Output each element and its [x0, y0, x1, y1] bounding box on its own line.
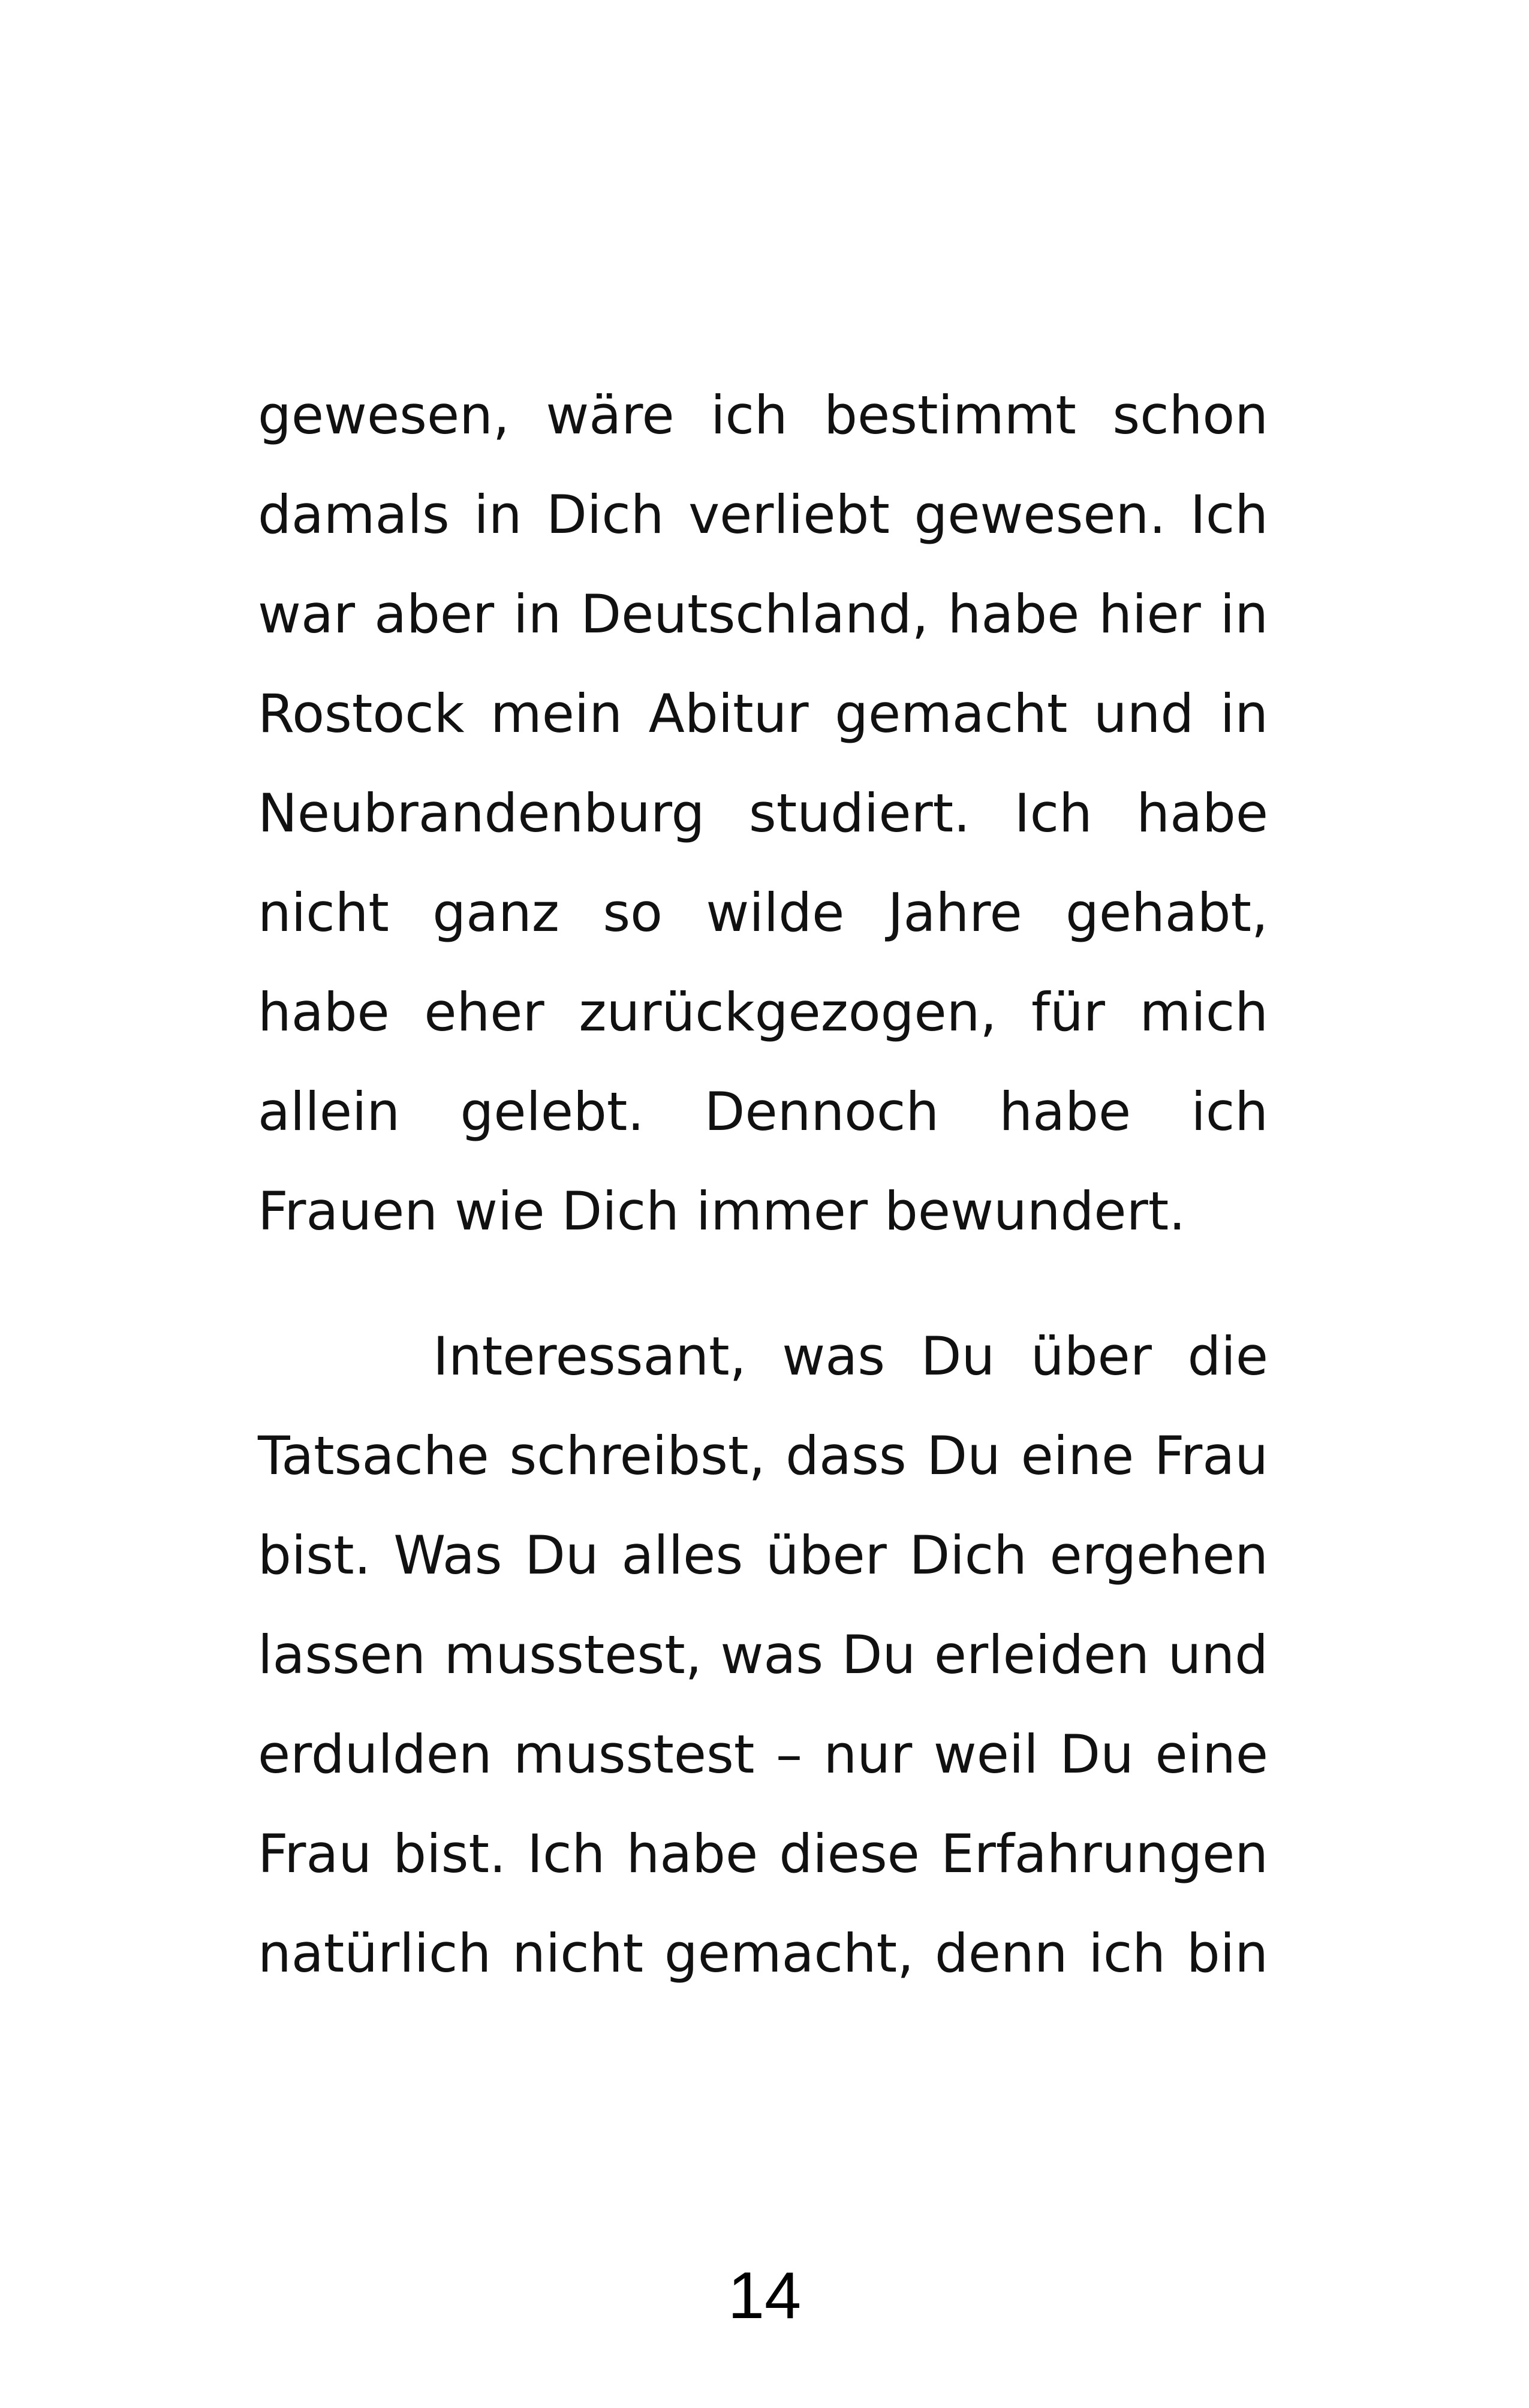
text-line: Rostock mein Abitur gemacht und in: [258, 683, 1268, 745]
text-line: Frau bist. Ich habe diese Erfahrungen: [258, 1823, 1268, 1885]
paragraph-gap: [258, 1261, 1268, 1307]
text-line: Tatsache schreibst, dass Du eine Frau: [258, 1425, 1268, 1487]
text-line: Frauen wie Dich immer bewundert.: [258, 1180, 1186, 1242]
text-line: bist. Was Du alles über Dich ergehen: [258, 1524, 1268, 1586]
text-line: allein gelebt. Dennoch habe ich: [258, 1081, 1268, 1143]
text-line: gewesen, wäre ich bestimmt schon: [258, 384, 1268, 446]
page-number: 14: [727, 2259, 802, 2332]
paragraph-2: [258, 1307, 1268, 2003]
paragraph-1: [258, 366, 1268, 1261]
text-line: natürlich nicht gemacht, denn ich bin: [258, 1922, 1268, 1984]
text-line: nicht ganz so wilde Jahre gehabt,: [258, 882, 1268, 944]
text-line: war aber in Deutschland, habe hier in: [258, 583, 1268, 645]
text-line: damals in Dich verliebt gewesen. Ich: [258, 484, 1268, 546]
text-line: habe eher zurückgezogen, für mich: [258, 981, 1268, 1043]
body-text: [258, 366, 1268, 2003]
text-line: erdulden musstest – nur weil Du eine: [258, 1723, 1268, 1785]
text-line: lassen musstest, was Du erleiden und: [258, 1624, 1268, 1686]
text-line: Interessant, was Du über die: [433, 1325, 1268, 1387]
text-line: Neubrandenburg studiert. Ich habe: [258, 782, 1268, 844]
